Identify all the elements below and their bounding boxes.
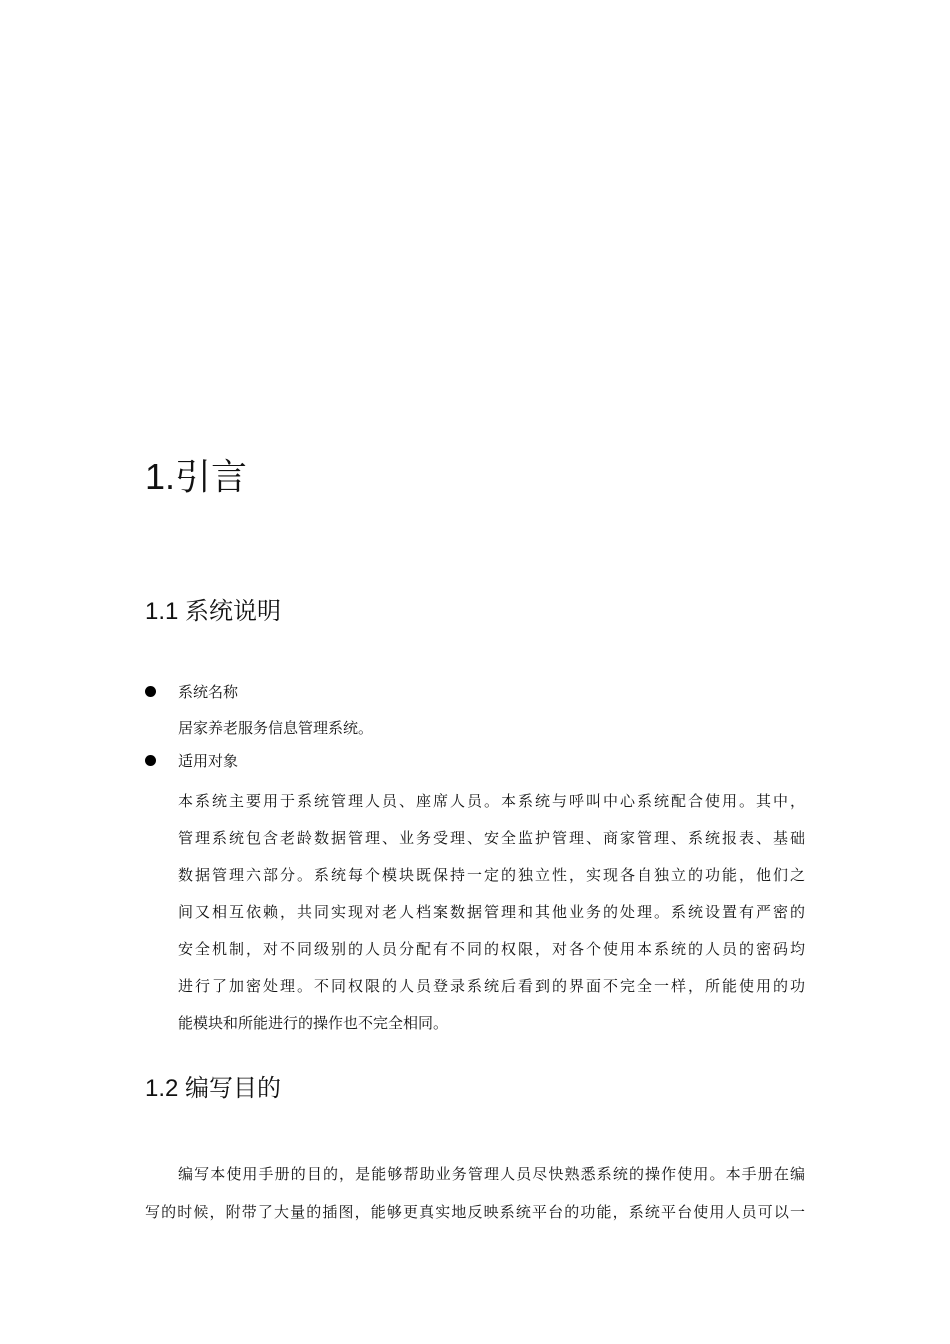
bullet-item-system-name — [145, 677, 845, 707]
paragraph-line: 进行了加密处理。不同权限的人员登录系统后看到的界面不完全一样，所能使用的功 — [178, 977, 805, 995]
target-users-paragraph — [178, 783, 818, 1042]
paragraph-line: 安全机制，对不同级别的人员分配有不同的权限，对各个使用本系统的人员的密码均 — [178, 940, 805, 958]
paragraph-line: 编写本使用手册的目的，是能够帮助业务管理人员尽快熟悉系统的操作使用。本手册在编 — [178, 1165, 805, 1183]
bullet-item-target-users — [145, 746, 845, 776]
section-heading-system-description: 1.1 系统说明 — [145, 598, 282, 625]
bullet-dot-icon — [145, 686, 156, 697]
paragraph-line: 管理系统包含老龄数据管理、业务受理、安全监护管理、商家管理、系统报表、基础 — [178, 829, 805, 847]
bullet-label: 系统名称 — [178, 683, 239, 701]
writing-purpose-paragraph — [145, 1155, 815, 1231]
paragraph-line: 数据管理六部分。系统每个模块既保持一定的独立性，实现各自独立的功能，他们之 — [178, 866, 805, 884]
bullet-dot-icon — [145, 755, 156, 766]
paragraph-line: 写的时候，附带了大量的插图，能够更真实地反映系统平台的功能，系统平台使用人员可以一 — [145, 1203, 805, 1221]
system-name-value: 居家养老服务信息管理系统。 — [178, 719, 374, 737]
chapter-title: 1.引言 — [145, 456, 248, 497]
section-heading-writing-purpose: 1.2 编写目的 — [145, 1075, 282, 1102]
paragraph-line: 间又相互依赖，共同实现对老人档案数据管理和其他业务的处理。系统设置有严密的 — [178, 903, 805, 921]
bullet-label: 适用对象 — [178, 752, 239, 770]
paragraph-line: 本系统主要用于系统管理人员、座席人员。本系统与呼叫中心系统配合使用。其中， — [178, 792, 805, 810]
paragraph-line: 能模块和所能进行的操作也不完全相同。 — [178, 1014, 449, 1032]
